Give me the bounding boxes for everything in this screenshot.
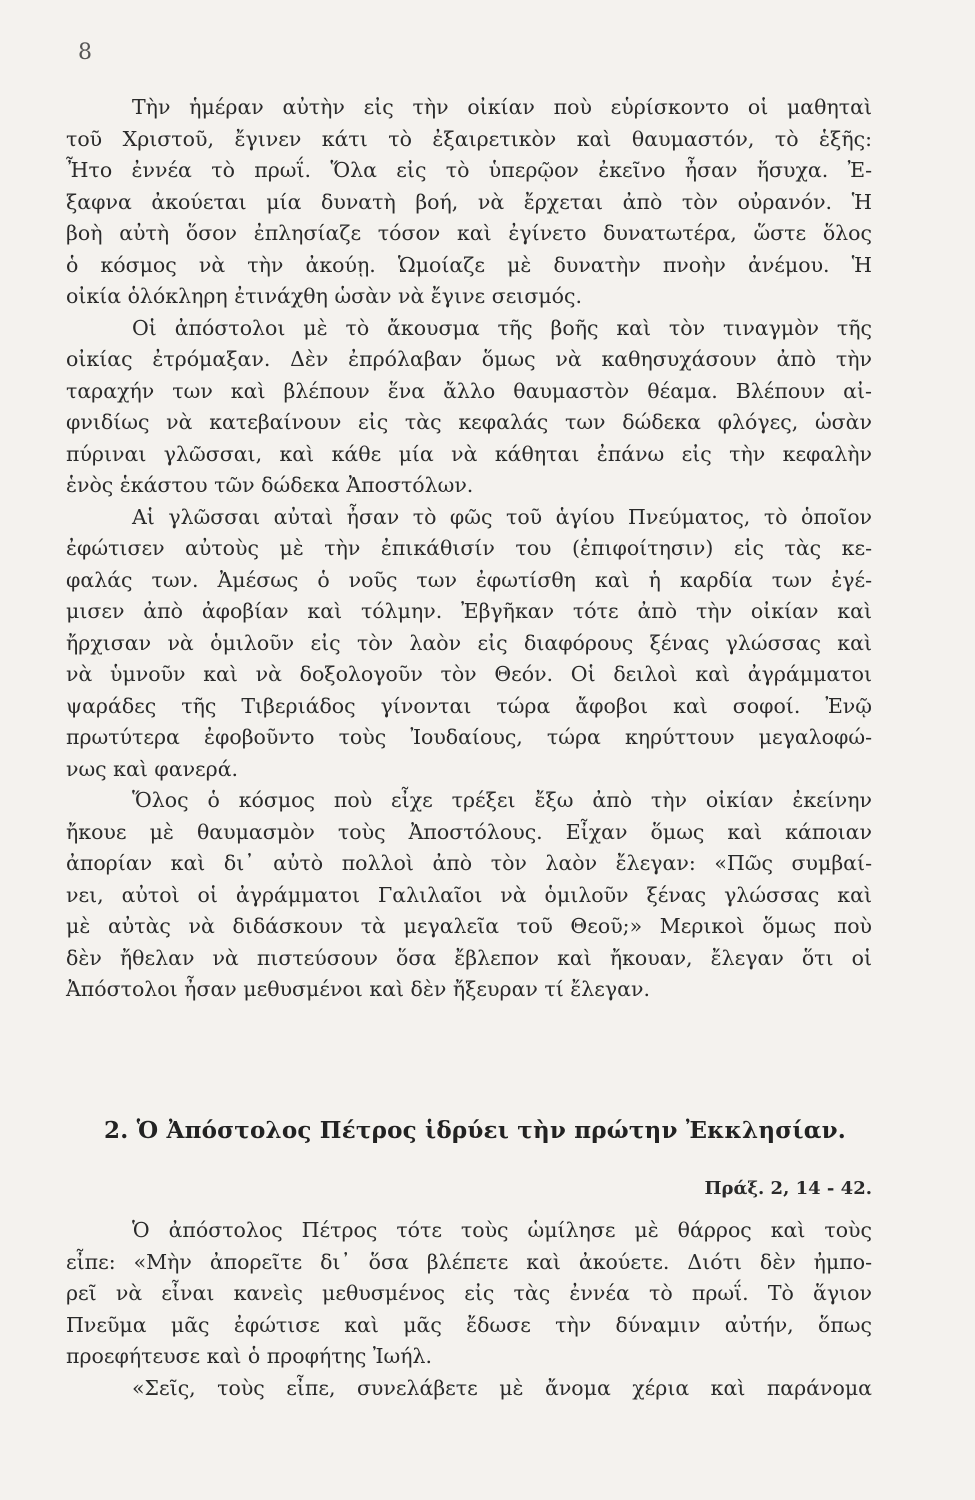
text-line: πρωτύτερα ἐφοβοῦντο τοὺς Ἰουδαίους, τώρα κηρύττουν μεγαλοφώ-	[66, 725, 872, 749]
paragraph	[66, 1373, 872, 1405]
text-line: ταραχήν των καὶ βλέπουν ἕνα ἄλλο θαυμαστὸν θέαμα. Βλέπουν αἰ-	[66, 378, 872, 403]
text-line: Αἱ γλῶσσαι αὐταὶ ἦσαν τὸ φῶς τοῦ ἁγίου Πνεύματος, τὸ ὁποῖον	[132, 504, 872, 529]
page-number: 8	[78, 40, 92, 65]
section-heading: 2. Ὁ Ἀπόστολος Πέτρος ἱδρύει τὴν πρώτην Ἐκκλησίαν.	[104, 1117, 847, 1144]
text-line: ἐφώτισεν αὐτοὺς μὲ τὴν ἐπικάθισίν του (ἐπιφοίτησιν) εἰς τὰς κε-	[66, 536, 872, 560]
text-line: εἶπε: «Μὴν ἀπορεῖτε δι᾿ ὅσα βλέπετε καὶ ἀκούετε. Διότι δὲν ἠμπο-	[66, 1249, 872, 1274]
text-line: ἤρχισαν νὰ ὁμιλοῦν εἰς τὸν λαὸν εἰς διαφόρους ξένας γλώσσας καὶ	[66, 630, 872, 655]
text-line: νει, αὐτοὶ οἱ ἀγράμματοι Γαλιλαῖοι νὰ ὁμιλοῦν ξένας γλώσσας καὶ	[66, 882, 872, 907]
text-line: Ἦτο ἐννέα τὸ πρωΐ. Ὅλα εἰς τὸ ὑπερῷον ἐκεῖνο ἦσαν ἥσυχα. Ἐ-	[66, 158, 872, 182]
main-text-part2	[66, 1215, 872, 1404]
paragraph	[66, 313, 872, 502]
text-line: οἰκίας ἐτρόμαξαν. Δὲν ἐπρόλαβαν ὅμως νὰ καθησυχάσουν ἀπὸ τὴν	[66, 347, 872, 371]
text-line: μὲ αὐτὰς νὰ διδάσκουν τὰ μεγαλεῖα τοῦ Θεοῦ;» Μερικοὶ ὅμως ποὺ	[66, 914, 872, 938]
paragraph	[66, 785, 872, 1006]
text-line: προεφήτευσε καὶ ὁ προφήτης Ἰωήλ.	[66, 1344, 433, 1368]
text-line: Ἀπόστολοι ἦσαν μεθυσμένοι καὶ δὲν ἤξευραν τί ἔλεγαν.	[66, 977, 650, 1001]
text-line: Οἱ ἀπόστολοι μὲ τὸ ἄκουσμα τῆς βοῆς καὶ τὸν τιναγμὸν τῆς	[132, 315, 872, 340]
text-line: μισεν ἀπὸ ἀφοβίαν καὶ τόλμην. Ἐβγῆκαν τότε ἀπὸ τὴν οἰκίαν καὶ	[66, 599, 872, 623]
text-line: φνιδίως νὰ κατεβαίνουν εἰς τὰς κεφαλάς των δώδεκα φλόγες, ὡσὰν	[66, 410, 872, 434]
text-line: τοῦ Χριστοῦ, ἔγινεν κάτι τὸ ἐξαιρετικὸν καὶ θαυμαστόν, τὸ ἑξῆς:	[66, 126, 872, 151]
text-line: ἑνὸς ἑκάστου τῶν δώδεκα Ἀποστόλων.	[66, 473, 474, 497]
text-line: Πνεῦμα μᾶς ἐφώτισε καὶ μᾶς ἔδωσε τὴν δύναμιν αὐτήν, ὅπως	[66, 1312, 872, 1337]
text-line: φαλάς των. Ἀμέσως ὁ νοῦς των ἐφωτίσθη καὶ ἡ καρδία των ἐγέ-	[66, 567, 872, 592]
main-text-part1	[66, 92, 872, 1006]
text-line: Ὁ ἀπόστολος Πέτρος τότε τοὺς ὡμίλησε μὲ θάρρος καὶ τοὺς	[132, 1218, 872, 1242]
text-line: δὲν ἤθελαν νὰ πιστεύσουν ὅσα ἔβλεπον καὶ ἤκουαν, ἔλεγαν ὅτι οἱ	[66, 945, 872, 970]
text-line: Ὅλος ὁ κόσμος ποὺ εἶχε τρέξει ἔξω ἀπὸ τὴν οἰκίαν ἐκείνην	[132, 788, 872, 812]
text-line: πύριναι γλῶσσαι, καὶ κάθε μία νὰ κάθηται ἐπάνω εἰς τὴν κεφαλὴν	[66, 441, 872, 466]
text-line: ρεῖ νὰ εἶναι κανεὶς μεθυσμένος εἰς τὰς ἐννέα τὸ πρωΐ. Τὸ ἅγιον	[66, 1281, 872, 1305]
paragraph	[66, 1215, 872, 1373]
paragraph	[66, 502, 872, 786]
text-line: ψαράδες τῆς Τιβεριάδος γίνονται τώρα ἄφοβοι καὶ σοφοί. Ἐνῷ	[66, 693, 872, 718]
text-line: νως καὶ φανερά.	[66, 756, 239, 781]
text-line: Τὴν ἡμέραν αὐτὴν εἰς τὴν οἰκίαν ποὺ εὑρίσκοντο οἱ μαθηταὶ	[132, 95, 872, 119]
text-line: ὁ κόσμος νὰ τὴν ἀκούῃ. Ὡμοίαζε μὲ δυνατὴν πνοὴν ἀνέμου. Ἡ	[66, 252, 872, 277]
text-line: νὰ ὑμνοῦν καὶ νὰ δοξολογοῦν τὸν Θεόν. Οἱ δειλοὶ καὶ ἀγράμματοι	[66, 662, 872, 686]
scripture-reference: Πράξ. 2, 14 - 42.	[704, 1178, 872, 1199]
text-line: «Σεῖς, τοὺς εἶπε, συνελάβετε μὲ ἄνομα χέρια καὶ παράνομα	[132, 1375, 872, 1400]
text-line: ἤκουε μὲ θαυμασμὸν τοὺς Ἀποστόλους. Εἶχαν ὅμως καὶ κάποιαν	[66, 819, 872, 844]
paragraph	[66, 92, 872, 313]
text-line: βοὴ αὐτὴ ὅσον ἐπλησίαζε τόσον καὶ ἐγίνετο δυνατωτέρα, ὥστε ὅλος	[66, 221, 872, 245]
text-line: ξαφνα ἀκούεται μία δυνατὴ βοή, νὰ ἔρχεται ἀπὸ τὸν οὐρανόν. Ἡ	[66, 189, 872, 214]
text-line: οἰκία ὁλόκληρη ἐτινάχθη ὡσὰν νὰ ἔγινε σεισμός.	[66, 284, 583, 308]
text-line: ἀπορίαν καὶ δι᾿ αὐτὸ πολλοὶ ἀπὸ τὸν λαὸν ἔλεγαν: «Πῶς συμβαί-	[66, 851, 872, 875]
